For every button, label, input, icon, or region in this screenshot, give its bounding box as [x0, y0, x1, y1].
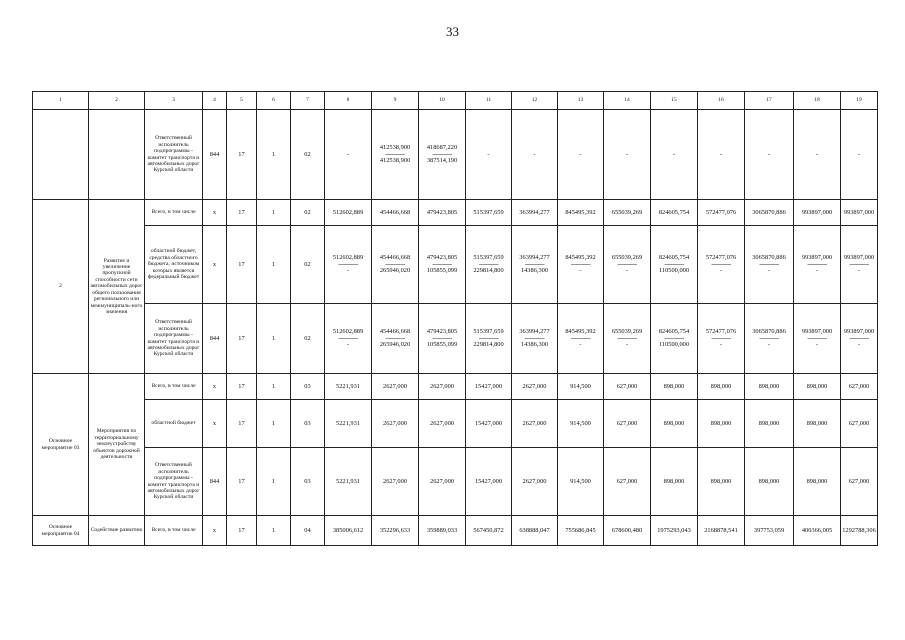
table-cell: 03 — [291, 400, 325, 448]
split-cell — [745, 304, 794, 374]
cell-value-top: 363994,277 — [519, 254, 550, 262]
table-cell: 5221,931 — [325, 448, 372, 516]
table-cell: х — [203, 226, 227, 304]
table-cell: 1 — [257, 304, 291, 374]
divider: ------------ — [478, 334, 499, 342]
divider: ------------ — [664, 334, 684, 342]
table-cell: 898,000 — [698, 448, 745, 516]
table-cell: 2627,000 — [512, 400, 558, 448]
cell-value-top: 363994,277 — [519, 328, 550, 336]
split-cell — [466, 226, 512, 304]
divider: ------------ — [759, 260, 779, 268]
table-cell: 914,500 — [558, 374, 604, 400]
table-cell: 627,000 — [841, 374, 878, 400]
table-cell: 898,000 — [794, 400, 841, 448]
table-cell: 385006,612 — [325, 516, 372, 546]
table-cell: 627,000 — [604, 400, 651, 448]
table-cell: 2627,000 — [419, 448, 466, 516]
header-cell: 19 — [841, 92, 878, 110]
split-cell — [325, 226, 372, 304]
cell-value-top: 993897,000 — [843, 254, 875, 262]
table-cell: 2627,000 — [419, 374, 466, 400]
cell-value-top: 845495,392 — [565, 254, 596, 262]
cell-value-bottom: - — [579, 341, 582, 349]
table-cell: 17 — [227, 110, 257, 200]
cell-value-top: 479423,805 — [426, 328, 458, 336]
cell-value-bottom: 105855,099 — [426, 341, 458, 349]
split-cell — [651, 304, 698, 374]
table-cell: 03 — [291, 448, 325, 516]
table-cell: Всего, в том числе — [145, 200, 203, 226]
table-cell: 352296,633 — [372, 516, 419, 546]
table-cell: 04 — [291, 516, 325, 546]
header-cell: 11 — [466, 92, 512, 110]
split-cell — [841, 226, 878, 304]
split-cell — [419, 304, 466, 374]
table-cell: 678600,480 — [604, 516, 651, 546]
table-cell: Ответственный исполнитель подпрограммы - комитет транспорта и автомобильных дорог Курской области — [145, 448, 203, 516]
table-cell: 15427,000 — [466, 400, 512, 448]
split-cell — [745, 226, 794, 304]
table-cell: 1 — [257, 200, 291, 226]
table-cell: 17 — [227, 400, 257, 448]
divider: ------------ — [849, 334, 869, 342]
table-cell: 1 — [257, 110, 291, 200]
table-cell: 2627,000 — [512, 374, 558, 400]
split-cell — [372, 304, 419, 374]
divider: ------------ — [385, 334, 405, 342]
table-cell: 17 — [227, 374, 257, 400]
split-cell — [512, 304, 558, 374]
table-cell: 898,000 — [651, 400, 698, 448]
cell-value-top: 824605,754 — [658, 328, 690, 336]
table-cell: 898,000 — [651, 448, 698, 516]
table-cell: 638888,047 — [512, 516, 558, 546]
split-cell — [604, 304, 651, 374]
cell-value-bottom: - — [719, 341, 723, 349]
table-cell: 2627,000 — [372, 374, 419, 400]
table-cell: 898,000 — [698, 400, 745, 448]
cell-value-bottom: - — [719, 267, 723, 275]
table-cell: 1 — [257, 516, 291, 546]
table-cell: 2 — [33, 200, 89, 374]
cell-value-bottom: 265946,020 — [379, 341, 411, 349]
table-cell: 844 — [203, 304, 227, 374]
table-cell: 479423,805 — [419, 200, 466, 226]
table-cell: 15427,000 — [466, 374, 512, 400]
cell-value-bottom: - — [857, 341, 861, 349]
table-cell: - — [558, 110, 604, 200]
table-cell: Всего, в том числе — [145, 516, 203, 546]
table-cell: 572477,076 — [698, 200, 745, 226]
table-cell: 627,000 — [604, 448, 651, 516]
split-cell — [372, 110, 419, 200]
cell-value-top: 993897,000 — [801, 254, 833, 262]
table-cell: - — [745, 110, 794, 200]
header-row — [33, 92, 878, 110]
cell-value-bottom: - — [346, 267, 350, 275]
split-cell — [419, 226, 466, 304]
table-cell: 844 — [203, 448, 227, 516]
table-cell: Ответственный исполнитель подпрограммы - комитет транспорта и автомобильных дорог Курской области — [145, 304, 203, 374]
table-cell: 454466,668 — [372, 200, 419, 226]
table-cell: 627,000 — [841, 448, 878, 516]
table-cell: 1 — [257, 400, 291, 448]
cell-value-bottom: - — [625, 341, 629, 349]
cell-value-top: 479423,805 — [426, 254, 458, 262]
cell-value-top: 454466,668 — [379, 328, 411, 336]
table-cell: х — [203, 516, 227, 546]
table-cell: - — [698, 110, 745, 200]
table-cell: 17 — [227, 226, 257, 304]
table-cell: 844 — [203, 110, 227, 200]
split-cell — [419, 110, 466, 200]
header-cell: 6 — [257, 92, 291, 110]
table-cell: 02 — [291, 304, 325, 374]
table-cell: 2627,000 — [372, 400, 419, 448]
table-cell: 627,000 — [604, 374, 651, 400]
cell-value-bottom: - — [346, 341, 350, 349]
split-cell — [794, 304, 841, 374]
divider: ------------ — [524, 260, 545, 268]
header-cell: 7 — [291, 92, 325, 110]
split-cell — [325, 304, 372, 374]
divider: ------------ — [432, 150, 452, 158]
divider: ------------ — [807, 260, 827, 268]
budget-table — [32, 91, 878, 546]
cell-value-bottom: 110500,000 — [658, 267, 690, 275]
table-cell: 627,000 — [841, 400, 878, 448]
table-cell: 1 — [257, 226, 291, 304]
table-cell: 515397,659 — [466, 200, 512, 226]
cell-value-top: 512602,889 — [332, 328, 364, 336]
table-cell: х — [203, 400, 227, 448]
cell-value-bottom: - — [625, 267, 629, 275]
table-cell: 898,000 — [745, 448, 794, 516]
cell-value-top: 655039,269 — [611, 254, 643, 262]
split-cell — [604, 226, 651, 304]
table-cell: Основное мероприятие 04 — [33, 516, 89, 546]
table-row — [33, 226, 878, 304]
table-cell: - — [325, 110, 372, 200]
divider: ------------ — [338, 260, 358, 268]
split-cell — [841, 304, 878, 374]
table-cell: х — [203, 374, 227, 400]
header-cell: 14 — [604, 92, 651, 110]
divider: ------------ — [570, 334, 591, 342]
cell-value-top: 515397,659 — [473, 254, 504, 262]
split-cell — [512, 226, 558, 304]
cell-value-bottom: - — [767, 267, 771, 275]
table-cell: 755686,845 — [558, 516, 604, 546]
table-row — [33, 400, 878, 448]
table-cell: 1975293,043 — [651, 516, 698, 546]
divider: ------------ — [338, 334, 358, 342]
cell-value-top: 993897,000 — [801, 328, 833, 336]
cell-value-bottom: 105855,099 — [426, 267, 458, 275]
cell-value-top: 824605,754 — [658, 254, 690, 262]
cell-value-bottom: 110500,000 — [658, 341, 690, 349]
table-cell: 898,000 — [794, 448, 841, 516]
table-cell: 824605,754 — [651, 200, 698, 226]
cell-value-top: 572477,076 — [705, 254, 737, 262]
table-cell: 898,000 — [745, 400, 794, 448]
table-cell: 397753,059 — [745, 516, 794, 546]
divider: ------------ — [617, 260, 637, 268]
table-row — [33, 110, 878, 200]
table-cell: х — [203, 200, 227, 226]
table-cell — [33, 110, 89, 200]
table-cell: 898,000 — [794, 374, 841, 400]
header-cell: 16 — [698, 92, 745, 110]
split-cell — [698, 226, 745, 304]
cell-value-top: 655039,269 — [611, 328, 643, 336]
table-cell: Содействие развитию — [89, 516, 145, 546]
cell-value-top: 3065870,886 — [752, 254, 786, 262]
divider: ------------ — [432, 260, 452, 268]
cell-value-bottom: - — [815, 267, 819, 275]
header-cell: 10 — [419, 92, 466, 110]
table-cell: 17 — [227, 200, 257, 226]
page-number: 33 — [446, 24, 459, 39]
table-cell: 993897,000 — [841, 200, 878, 226]
table-cell: 1 — [257, 374, 291, 400]
divider: ------------ — [478, 260, 499, 268]
table-cell: 993897,000 — [794, 200, 841, 226]
header-cell: 5 — [227, 92, 257, 110]
table-cell: - — [841, 110, 878, 200]
header-cell: 8 — [325, 92, 372, 110]
cell-value-bottom: 14386,300 — [520, 267, 549, 275]
table-cell: 5221,931 — [325, 374, 372, 400]
table-cell: 17 — [227, 304, 257, 374]
table-cell: 5221,931 — [325, 400, 372, 448]
cell-value-bottom: - — [815, 341, 819, 349]
divider: ------------ — [432, 334, 452, 342]
divider: ------------ — [570, 260, 591, 268]
table-cell: 2627,000 — [372, 448, 419, 516]
table-cell: 15427,000 — [466, 448, 512, 516]
table-cell: 2168878,541 — [698, 516, 745, 546]
cell-value-top: 412538,900 — [379, 144, 411, 152]
table-cell: - — [794, 110, 841, 200]
table-cell: 898,000 — [745, 374, 794, 400]
split-cell — [558, 304, 604, 374]
table-cell: Развитие и увеличение пропускной способности сети автомобильных дорог общего пользования регионального или межмуниципаль-ного значения — [89, 200, 145, 374]
table-cell: - — [512, 110, 558, 200]
divider: ------------ — [385, 150, 405, 158]
cell-value-bottom: - — [857, 267, 861, 275]
table-cell: 2627,000 — [512, 448, 558, 516]
cell-value-top: 993897,000 — [843, 328, 875, 336]
cell-value-bottom: 229814,800 — [473, 267, 504, 275]
table-cell: 898,000 — [651, 374, 698, 400]
table-cell: Ответственный исполнитель подпрограммы - комитет транспорта и автомобильных дорог Курской области — [145, 110, 203, 200]
table-cell: 914,500 — [558, 400, 604, 448]
divider: ------------ — [664, 260, 684, 268]
table-cell: 400366,005 — [794, 516, 841, 546]
header-cell: 1 — [33, 92, 89, 110]
table-cell: областной бюджет — [145, 400, 203, 448]
table-cell: 914,500 — [558, 448, 604, 516]
cell-value-bottom: - — [579, 267, 582, 275]
table-cell: 898,000 — [698, 374, 745, 400]
table-row — [33, 448, 878, 516]
header-cell: 17 — [745, 92, 794, 110]
split-cell — [794, 226, 841, 304]
table-cell: 3065870,886 — [745, 200, 794, 226]
cell-value-top: 572477,076 — [705, 328, 737, 336]
table-cell: Всего, в том числе — [145, 374, 203, 400]
header-cell: 3 — [145, 92, 203, 110]
split-cell — [651, 226, 698, 304]
cell-value-top: 454466,668 — [379, 254, 411, 262]
divider: ------------ — [524, 334, 545, 342]
cell-value-top: 3065870,886 — [752, 328, 786, 336]
cell-value-top: 515397,659 — [473, 328, 504, 336]
table-cell: 17 — [227, 516, 257, 546]
table-cell: - — [466, 110, 512, 200]
table-cell: 363994,277 — [512, 200, 558, 226]
table-row — [33, 374, 878, 400]
table-cell: Мероприятия по территориальному землеустройству объектов дорожной деятельности — [89, 374, 145, 516]
divider: ------------ — [807, 334, 827, 342]
table-cell: 512602,889 — [325, 200, 372, 226]
table-cell: 359889,033 — [419, 516, 466, 546]
cell-value-top: 845495,392 — [565, 328, 596, 336]
header-cell: 12 — [512, 92, 558, 110]
table-cell: 655039,269 — [604, 200, 651, 226]
header-cell: 13 — [558, 92, 604, 110]
table-cell: 02 — [291, 226, 325, 304]
table-cell: 2627,000 — [419, 400, 466, 448]
cell-value-bottom: 412538,900 — [379, 157, 411, 165]
table-cell: 1292788,306 — [841, 516, 878, 546]
table-cell: 17 — [227, 448, 257, 516]
header-cell: 4 — [203, 92, 227, 110]
table-cell: Основное мероприятие 03 — [33, 374, 89, 516]
table-cell: 03 — [291, 374, 325, 400]
cell-value-bottom: - — [767, 341, 771, 349]
table-cell: областной бюджет, средства областного бюджета, источником которых является федеральный бюджет — [145, 226, 203, 304]
cell-value-bottom: 265946,020 — [379, 267, 411, 275]
divider: ------------ — [385, 260, 405, 268]
cell-value-bottom: 14386,300 — [520, 341, 549, 349]
cell-value-top: 512602,889 — [332, 254, 364, 262]
header-cell: 9 — [372, 92, 419, 110]
divider: ------------ — [617, 334, 637, 342]
table-cell: 02 — [291, 110, 325, 200]
cell-value-top: 418687,220 — [426, 144, 458, 152]
split-cell — [698, 304, 745, 374]
cell-value-bottom: 387514,190 — [426, 157, 458, 165]
table-row — [33, 304, 878, 374]
divider: ------------ — [711, 334, 731, 342]
table-cell: 845495,392 — [558, 200, 604, 226]
header-cell: 2 — [89, 92, 145, 110]
split-cell — [466, 304, 512, 374]
divider: ------------ — [849, 260, 869, 268]
split-cell — [372, 226, 419, 304]
table-cell: 02 — [291, 200, 325, 226]
table-row — [33, 200, 878, 226]
header-cell: 15 — [651, 92, 698, 110]
table-cell: 1 — [257, 448, 291, 516]
divider: ------------ — [711, 260, 731, 268]
table-cell — [89, 110, 145, 200]
table-row — [33, 516, 878, 546]
header-cell: 18 — [794, 92, 841, 110]
table-cell: - — [604, 110, 651, 200]
divider: ------------ — [759, 334, 779, 342]
cell-value-bottom: 229814,800 — [473, 341, 504, 349]
split-cell — [558, 226, 604, 304]
table-cell: - — [651, 110, 698, 200]
table-cell: 567450,872 — [466, 516, 512, 546]
